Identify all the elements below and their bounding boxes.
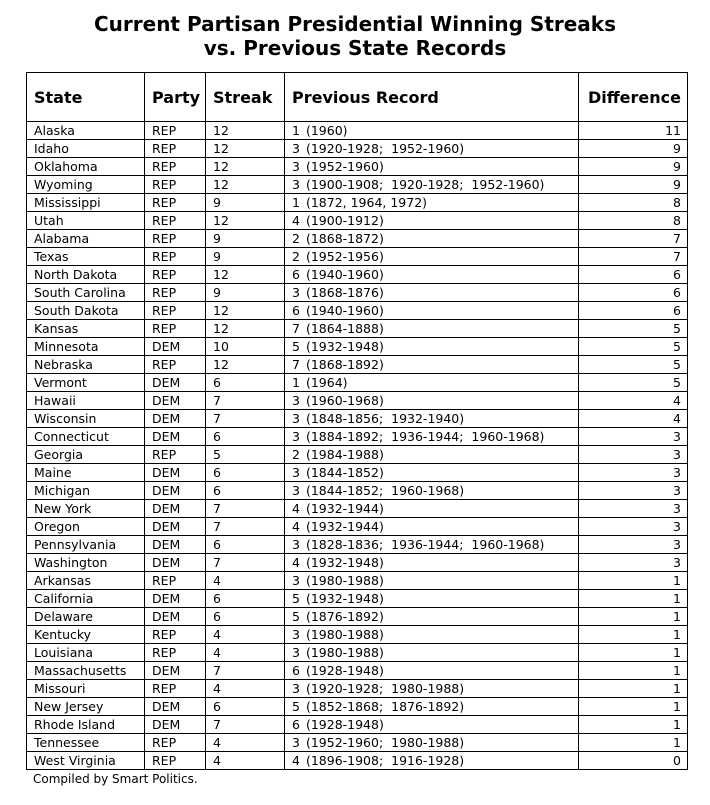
cell-previous-record: [285, 320, 579, 338]
cell-difference: 3: [579, 536, 688, 554]
cell-party: DEM: [145, 698, 206, 716]
cell-previous-record: [285, 392, 579, 410]
cell-party: REP: [145, 266, 206, 284]
cell-party: REP: [145, 230, 206, 248]
table-row: [27, 644, 688, 662]
table-row: [27, 464, 688, 482]
cell-difference: 1: [579, 644, 688, 662]
cell-streak: 6: [206, 536, 285, 554]
table-row: [27, 626, 688, 644]
cell-streak: 7: [206, 554, 285, 572]
cell-state: Arkansas: [27, 572, 145, 590]
table-header-row: [27, 73, 688, 122]
cell-party: DEM: [145, 482, 206, 500]
cell-difference: 1: [579, 716, 688, 734]
cell-streak: 6: [206, 374, 285, 392]
cell-difference: 3: [579, 482, 688, 500]
previous-record-years: (1868-1876): [305, 285, 384, 300]
cell-state: South Dakota: [27, 302, 145, 320]
cell-state: Idaho: [27, 140, 145, 158]
cell-previous-record: [285, 644, 579, 662]
previous-record-years: (1932-1944): [305, 501, 384, 516]
previous-record-count: 6: [292, 663, 300, 678]
previous-record-years: (1828-1836; 1936-1944; 1960-1968): [305, 537, 545, 552]
previous-record-years: (1864-1888): [305, 321, 384, 336]
previous-record-count: 4: [292, 519, 300, 534]
table-row: [27, 482, 688, 500]
header-party: Party: [145, 73, 206, 122]
cell-state: New York: [27, 500, 145, 518]
cell-party: DEM: [145, 590, 206, 608]
cell-previous-record: [285, 680, 579, 698]
previous-record-years: (1940-1960): [305, 267, 384, 282]
cell-previous-record: [285, 356, 579, 374]
previous-record-count: 3: [292, 393, 300, 408]
previous-record-years: (1984-1988): [305, 447, 384, 462]
cell-streak: 6: [206, 428, 285, 446]
cell-state: New Jersey: [27, 698, 145, 716]
cell-state: Texas: [27, 248, 145, 266]
cell-party: DEM: [145, 338, 206, 356]
cell-party: DEM: [145, 374, 206, 392]
previous-record-years: (1876-1892): [305, 609, 384, 624]
cell-state: Missouri: [27, 680, 145, 698]
cell-difference: 1: [579, 626, 688, 644]
cell-streak: 7: [206, 662, 285, 680]
table-row: [27, 374, 688, 392]
cell-difference: 5: [579, 356, 688, 374]
cell-streak: 4: [206, 680, 285, 698]
previous-record-count: 3: [292, 573, 300, 588]
previous-record-years: (1852-1868; 1876-1892): [305, 699, 465, 714]
cell-difference: 5: [579, 320, 688, 338]
table-row: [27, 500, 688, 518]
table-row: [27, 248, 688, 266]
cell-state: South Carolina: [27, 284, 145, 302]
previous-record-count: 3: [292, 411, 300, 426]
cell-party: DEM: [145, 554, 206, 572]
cell-state: Georgia: [27, 446, 145, 464]
previous-record-count: 3: [292, 285, 300, 300]
table-row: [27, 140, 688, 158]
cell-previous-record: [285, 338, 579, 356]
cell-party: DEM: [145, 608, 206, 626]
previous-record-count: 5: [292, 609, 300, 624]
previous-record-years: (1940-1960): [305, 303, 384, 318]
cell-party: REP: [145, 626, 206, 644]
previous-record-count: 3: [292, 177, 300, 192]
previous-record-years: (1920-1928; 1952-1960): [305, 141, 465, 156]
title-line-2: vs. Previous State Records: [203, 36, 507, 60]
previous-record-years: (1980-1988): [305, 573, 384, 588]
cell-state: Oregon: [27, 518, 145, 536]
cell-previous-record: [285, 590, 579, 608]
cell-previous-record: [285, 518, 579, 536]
table-row: [27, 518, 688, 536]
previous-record-years: (1952-1960; 1980-1988): [305, 735, 465, 750]
cell-difference: 4: [579, 392, 688, 410]
cell-previous-record: [285, 140, 579, 158]
cell-streak: 7: [206, 392, 285, 410]
previous-record-count: 4: [292, 213, 300, 228]
previous-record-years: (1980-1988): [305, 645, 384, 660]
cell-streak: 4: [206, 734, 285, 752]
cell-streak: 6: [206, 590, 285, 608]
table-row: [27, 266, 688, 284]
cell-difference: 7: [579, 230, 688, 248]
table-row: [27, 716, 688, 734]
previous-record-count: 6: [292, 717, 300, 732]
previous-record-count: 5: [292, 699, 300, 714]
cell-streak: 12: [206, 212, 285, 230]
cell-previous-record: [285, 662, 579, 680]
cell-previous-record: [285, 626, 579, 644]
previous-record-count: 6: [292, 267, 300, 282]
previous-record-years: (1920-1928; 1980-1988): [305, 681, 465, 696]
cell-state: Kentucky: [27, 626, 145, 644]
cell-streak: 12: [206, 320, 285, 338]
previous-record-years: (1960): [305, 123, 348, 138]
cell-party: REP: [145, 572, 206, 590]
header-streak: Streak: [206, 73, 285, 122]
cell-streak: 7: [206, 716, 285, 734]
cell-difference: 4: [579, 410, 688, 428]
cell-previous-record: [285, 572, 579, 590]
cell-party: REP: [145, 644, 206, 662]
cell-state: Delaware: [27, 608, 145, 626]
table-row: [27, 680, 688, 698]
cell-previous-record: [285, 212, 579, 230]
cell-difference: 1: [579, 680, 688, 698]
previous-record-years: (1932-1944): [305, 519, 384, 534]
cell-previous-record: [285, 500, 579, 518]
table-row: [27, 176, 688, 194]
previous-record-years: (1900-1908; 1920-1928; 1952-1960): [305, 177, 545, 192]
cell-state: North Dakota: [27, 266, 145, 284]
table-row: [27, 446, 688, 464]
table-row: [27, 122, 688, 140]
cell-previous-record: [285, 554, 579, 572]
cell-state: Kansas: [27, 320, 145, 338]
cell-previous-record: [285, 716, 579, 734]
cell-difference: 6: [579, 266, 688, 284]
cell-state: Washington: [27, 554, 145, 572]
cell-party: REP: [145, 752, 206, 770]
table-row: [27, 554, 688, 572]
cell-difference: 3: [579, 464, 688, 482]
table-row: [27, 608, 688, 626]
cell-streak: 12: [206, 122, 285, 140]
cell-difference: 1: [579, 662, 688, 680]
table-row: [27, 230, 688, 248]
table-row: [27, 536, 688, 554]
table-row: [27, 338, 688, 356]
cell-party: REP: [145, 212, 206, 230]
cell-party: REP: [145, 176, 206, 194]
cell-difference: 3: [579, 500, 688, 518]
cell-party: REP: [145, 446, 206, 464]
cell-state: Pennsylvania: [27, 536, 145, 554]
previous-record-count: 3: [292, 483, 300, 498]
table-row: [27, 428, 688, 446]
cell-difference: 5: [579, 374, 688, 392]
page-title: [0, 0, 710, 60]
cell-streak: 7: [206, 500, 285, 518]
cell-state: Mississippi: [27, 194, 145, 212]
cell-previous-record: [285, 158, 579, 176]
previous-record-count: 3: [292, 465, 300, 480]
cell-previous-record: [285, 698, 579, 716]
cell-state: West Virginia: [27, 752, 145, 770]
previous-record-count: 5: [292, 591, 300, 606]
cell-streak: 12: [206, 266, 285, 284]
previous-record-count: 2: [292, 447, 300, 462]
cell-state: Connecticut: [27, 428, 145, 446]
previous-record-count: 4: [292, 501, 300, 516]
cell-difference: 3: [579, 554, 688, 572]
cell-difference: 5: [579, 338, 688, 356]
cell-streak: 7: [206, 518, 285, 536]
cell-previous-record: [285, 608, 579, 626]
previous-record-years: (1928-1948): [305, 663, 384, 678]
cell-streak: 12: [206, 302, 285, 320]
table-row: [27, 158, 688, 176]
previous-record-count: 5: [292, 339, 300, 354]
cell-difference: 3: [579, 446, 688, 464]
previous-record-count: 2: [292, 249, 300, 264]
cell-previous-record: [285, 248, 579, 266]
header-difference: Difference: [579, 73, 688, 122]
cell-previous-record: [285, 302, 579, 320]
previous-record-years: (1868-1872): [305, 231, 384, 246]
cell-previous-record: [285, 482, 579, 500]
cell-party: REP: [145, 356, 206, 374]
cell-difference: 1: [579, 572, 688, 590]
previous-record-years: (1884-1892; 1936-1944; 1960-1968): [305, 429, 545, 444]
cell-state: Tennessee: [27, 734, 145, 752]
cell-state: Minnesota: [27, 338, 145, 356]
cell-streak: 4: [206, 752, 285, 770]
cell-party: DEM: [145, 464, 206, 482]
cell-streak: 6: [206, 698, 285, 716]
cell-streak: 9: [206, 248, 285, 266]
previous-record-count: 1: [292, 375, 300, 390]
cell-state: California: [27, 590, 145, 608]
cell-state: Wyoming: [27, 176, 145, 194]
previous-record-count: 3: [292, 537, 300, 552]
cell-streak: 12: [206, 176, 285, 194]
cell-party: REP: [145, 284, 206, 302]
table-row: [27, 194, 688, 212]
cell-party: REP: [145, 122, 206, 140]
cell-party: DEM: [145, 500, 206, 518]
table-row: [27, 698, 688, 716]
previous-record-years: (1844-1852; 1960-1968): [305, 483, 465, 498]
cell-party: REP: [145, 320, 206, 338]
cell-state: Utah: [27, 212, 145, 230]
previous-record-count: 3: [292, 159, 300, 174]
cell-streak: 12: [206, 158, 285, 176]
previous-record-count: 2: [292, 231, 300, 246]
title-line-1: Current Partisan Presidential Winning Streaks: [93, 12, 617, 36]
previous-record-count: 1: [292, 123, 300, 138]
cell-difference: 1: [579, 590, 688, 608]
streaks-table: [26, 72, 688, 770]
cell-streak: 6: [206, 464, 285, 482]
cell-streak: 4: [206, 644, 285, 662]
previous-record-count: 6: [292, 303, 300, 318]
cell-streak: 12: [206, 356, 285, 374]
cell-party: DEM: [145, 536, 206, 554]
table-row: [27, 356, 688, 374]
cell-state: Wisconsin: [27, 410, 145, 428]
cell-streak: 12: [206, 140, 285, 158]
cell-party: REP: [145, 194, 206, 212]
header-state: State: [27, 73, 145, 122]
cell-difference: 3: [579, 428, 688, 446]
cell-previous-record: [285, 752, 579, 770]
previous-record-years: (1928-1948): [305, 717, 384, 732]
previous-record-count: 3: [292, 681, 300, 696]
cell-previous-record: [285, 734, 579, 752]
previous-record-years: (1900-1912): [305, 213, 384, 228]
table-row: [27, 212, 688, 230]
table-row: [27, 392, 688, 410]
cell-difference: 8: [579, 194, 688, 212]
cell-streak: 10: [206, 338, 285, 356]
table-row: [27, 572, 688, 590]
previous-record-years: (1952-1956): [305, 249, 384, 264]
cell-difference: 1: [579, 734, 688, 752]
cell-difference: 8: [579, 212, 688, 230]
previous-record-years: (1896-1908; 1916-1928): [305, 753, 465, 768]
cell-state: Alaska: [27, 122, 145, 140]
cell-previous-record: [285, 410, 579, 428]
cell-difference: 6: [579, 302, 688, 320]
cell-streak: 9: [206, 284, 285, 302]
previous-record-years: (1980-1988): [305, 627, 384, 642]
table-row: [27, 590, 688, 608]
table-row: [27, 662, 688, 680]
previous-record-years: (1872, 1964, 1972): [305, 195, 428, 210]
cell-previous-record: [285, 428, 579, 446]
cell-state: Louisiana: [27, 644, 145, 662]
cell-previous-record: [285, 446, 579, 464]
cell-party: DEM: [145, 662, 206, 680]
previous-record-count: 7: [292, 357, 300, 372]
previous-record-years: (1844-1852): [305, 465, 384, 480]
cell-streak: 9: [206, 230, 285, 248]
cell-party: DEM: [145, 392, 206, 410]
cell-state: Nebraska: [27, 356, 145, 374]
cell-streak: 6: [206, 482, 285, 500]
previous-record-years: (1848-1856; 1932-1940): [305, 411, 465, 426]
cell-previous-record: [285, 230, 579, 248]
table-row: [27, 302, 688, 320]
cell-state: Vermont: [27, 374, 145, 392]
cell-previous-record: [285, 266, 579, 284]
cell-state: Rhode Island: [27, 716, 145, 734]
footer-credit: Compiled by Smart Politics.: [33, 772, 198, 786]
cell-previous-record: [285, 536, 579, 554]
cell-difference: 11: [579, 122, 688, 140]
cell-party: DEM: [145, 518, 206, 536]
cell-party: REP: [145, 158, 206, 176]
cell-previous-record: [285, 464, 579, 482]
cell-difference: 1: [579, 698, 688, 716]
cell-state: Oklahoma: [27, 158, 145, 176]
cell-state: Maine: [27, 464, 145, 482]
previous-record-years: (1932-1948): [305, 555, 384, 570]
cell-difference: 9: [579, 140, 688, 158]
cell-party: REP: [145, 140, 206, 158]
previous-record-years: (1952-1960): [305, 159, 384, 174]
previous-record-years: (1964): [305, 375, 348, 390]
cell-state: Alabama: [27, 230, 145, 248]
cell-previous-record: [285, 374, 579, 392]
cell-difference: 0: [579, 752, 688, 770]
cell-streak: 5: [206, 446, 285, 464]
table-row: [27, 410, 688, 428]
previous-record-count: 4: [292, 753, 300, 768]
cell-difference: 1: [579, 608, 688, 626]
previous-record-years: (1932-1948): [305, 339, 384, 354]
previous-record-count: 7: [292, 321, 300, 336]
cell-previous-record: [285, 176, 579, 194]
previous-record-years: (1960-1968): [305, 393, 384, 408]
cell-state: Hawaii: [27, 392, 145, 410]
cell-streak: 4: [206, 626, 285, 644]
cell-streak: 4: [206, 572, 285, 590]
cell-party: REP: [145, 734, 206, 752]
cell-party: REP: [145, 248, 206, 266]
cell-streak: 9: [206, 194, 285, 212]
previous-record-count: 4: [292, 555, 300, 570]
previous-record-count: 1: [292, 195, 300, 210]
previous-record-count: 3: [292, 627, 300, 642]
table-row: [27, 320, 688, 338]
cell-difference: 9: [579, 176, 688, 194]
previous-record-count: 3: [292, 429, 300, 444]
cell-difference: 6: [579, 284, 688, 302]
previous-record-count: 3: [292, 735, 300, 750]
cell-party: DEM: [145, 428, 206, 446]
cell-streak: 6: [206, 608, 285, 626]
cell-party: DEM: [145, 410, 206, 428]
previous-record-count: 3: [292, 141, 300, 156]
table-row: [27, 284, 688, 302]
table-row: [27, 752, 688, 770]
cell-party: DEM: [145, 716, 206, 734]
previous-record-years: (1932-1948): [305, 591, 384, 606]
cell-previous-record: [285, 284, 579, 302]
cell-streak: 7: [206, 410, 285, 428]
cell-previous-record: [285, 122, 579, 140]
previous-record-count: 3: [292, 645, 300, 660]
cell-party: REP: [145, 680, 206, 698]
table-row: [27, 734, 688, 752]
previous-record-years: (1868-1892): [305, 357, 384, 372]
cell-difference: 7: [579, 248, 688, 266]
cell-state: Massachusetts: [27, 662, 145, 680]
cell-difference: 9: [579, 158, 688, 176]
header-previous-record: Previous Record: [285, 73, 579, 122]
cell-previous-record: [285, 194, 579, 212]
cell-state: Michigan: [27, 482, 145, 500]
cell-party: REP: [145, 302, 206, 320]
cell-difference: 3: [579, 518, 688, 536]
